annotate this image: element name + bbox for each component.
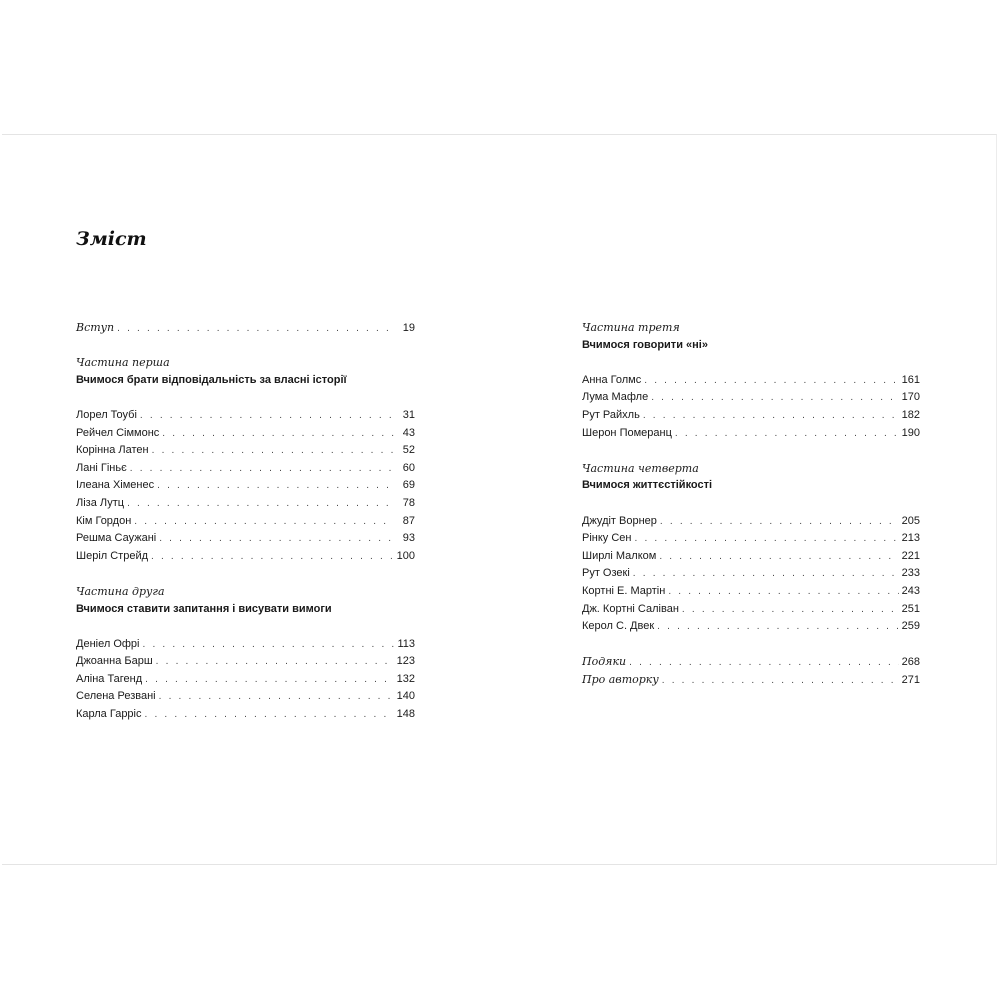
entry-page: 132 [396,672,415,685]
entry-name: Ширлі Малком [582,549,657,562]
entry-page: 100 [396,549,415,562]
entry-page: 60 [402,461,415,474]
toc-entry[interactable] [76,407,415,425]
entry-name: Рут Озекі [582,567,630,580]
entry-name: Лорел Тоубі [76,408,137,421]
toc-entry[interactable] [76,477,415,495]
entry-name: Ліза Лутц [76,496,125,509]
entry-name: Селена Резвані [76,690,156,703]
dot-leader [157,477,394,495]
dot-leader [659,548,898,566]
entry-page: 148 [396,708,415,721]
dot-leader [142,636,394,654]
entry-name: Анна Голмс [582,373,642,386]
entry-page: 69 [402,479,415,492]
dot-leader [127,495,394,513]
toc-entry[interactable] [582,583,920,601]
entry-page: 123 [396,655,415,668]
toc-entry[interactable] [76,442,415,460]
dot-leader [140,407,394,425]
entry-name: Джудіт Ворнер [582,514,657,527]
toc-entry[interactable] [582,530,920,548]
dot-leader [134,513,394,531]
toc-entry-about-author[interactable] [582,671,920,689]
dot-leader [152,442,394,460]
dot-leader [651,389,898,407]
toc-entry[interactable] [76,460,415,478]
entry-name: Джоанна Барш [76,655,153,668]
entry-page: 213 [901,532,920,545]
entry-page: 268 [901,656,920,669]
entry-name: Аліна Тагенд [76,672,143,685]
entry-page: 233 [901,567,920,580]
entry-page: 161 [901,373,920,386]
dot-leader [145,671,393,689]
entry-page: 182 [901,408,920,421]
toc-column-left [76,319,415,724]
entry-page: 43 [402,426,415,439]
part-label: Частина перша [76,356,170,370]
dot-leader [662,672,899,690]
entry-page: 243 [901,584,920,597]
toc-entry[interactable] [582,372,920,390]
entry-page: 93 [402,532,415,545]
toc-entry[interactable] [76,548,415,566]
dot-leader [634,530,898,548]
part-title[interactable]: Вчимося життєстійкості [582,479,713,492]
entry-page: 259 [901,620,920,633]
entry-name: Дж. Кортні Саліван [582,602,679,615]
toc-entry[interactable] [76,653,415,671]
dot-leader [629,654,899,672]
dot-leader [130,460,394,478]
entry-name: Кортні Е. Мартін [582,584,666,597]
toc-entry[interactable] [582,389,920,407]
dot-leader [117,320,394,338]
entry-page: 78 [402,496,415,509]
dot-leader [156,653,394,671]
entry-name: Корінна Латен [76,444,149,457]
entry-name: Кім Гордон [76,514,132,527]
dot-leader [145,706,394,724]
toc-title: Зміст [76,228,147,250]
dot-leader [159,688,394,706]
toc-entry[interactable] [582,565,920,583]
toc-entry-acknowledgements[interactable] [582,653,920,671]
entry-page: 113 [397,637,415,650]
part-label: Частина друга [76,584,165,598]
dot-leader [644,372,898,390]
entry-page: 87 [402,514,415,527]
entry-page: 52 [402,444,415,457]
toc-entry[interactable] [582,425,920,443]
entry-page: 170 [901,391,920,404]
entry-name: Рут Райхль [582,408,640,421]
dot-leader [643,407,899,425]
toc-entry[interactable] [76,671,415,689]
entry-name: Шеріл Стрейд [76,549,149,562]
dot-leader [159,530,394,548]
toc-entry[interactable] [76,530,415,548]
dot-leader [668,583,898,601]
dot-leader [682,601,899,619]
dot-leader [151,548,394,566]
entry-page: 31 [402,408,415,421]
part-label: Частина четверта [582,461,699,475]
toc-entry[interactable] [76,513,415,531]
entry-page: 140 [396,690,415,703]
toc-entry[interactable] [582,548,920,566]
toc-entry[interactable] [76,425,415,443]
dot-leader [660,513,899,531]
toc-entry-intro[interactable] [76,319,415,337]
dot-leader [657,618,898,636]
entry-name: Решма Саужані [76,532,157,545]
dot-leader [675,425,899,443]
entry-name: Деніел Офрі [76,637,140,650]
toc-entry[interactable] [76,706,415,724]
part-title[interactable]: Вчимося говорити «ні» [582,338,708,351]
entry-page: 251 [901,602,920,615]
entry-name: Ілеана Хіменес [76,479,155,492]
toc-entry[interactable] [582,407,920,425]
entry-name: Рінку Сен [582,532,632,545]
dot-leader [162,425,394,443]
entry-page: 205 [901,514,920,527]
toc-entry[interactable] [582,601,920,619]
entry-name: Рейчел Сіммонс [76,426,160,439]
part-title[interactable]: Вчимося брати відповідальність за власні історії [76,373,347,386]
entry-title: Про авторку [582,672,659,686]
toc-entry[interactable] [582,513,920,531]
toc-column-right [582,319,920,688]
entry-name: Шерон Померанц [582,426,672,439]
dot-leader [633,565,899,583]
entry-name: Лані Гіньє [76,461,127,474]
part-label: Частина третя [582,321,680,334]
entry-name: Керол С. Двек [582,620,655,633]
toc-entry[interactable] [76,636,415,654]
entry-title: Вступ [76,321,115,334]
entry-page: 271 [901,673,920,686]
entry-page: 190 [901,426,920,439]
entry-page: 19 [402,322,415,334]
entry-page: 221 [901,549,920,562]
toc-entry[interactable] [582,618,920,636]
entry-name: Лума Мафле [582,391,649,404]
entry-title: Подяки [582,655,627,669]
part-title[interactable]: Вчимося ставити запитання і висувати вимоги [76,602,332,615]
toc-entry[interactable] [76,688,415,706]
toc-entry[interactable] [76,495,415,513]
entry-name: Карла Гарріс [76,708,142,721]
